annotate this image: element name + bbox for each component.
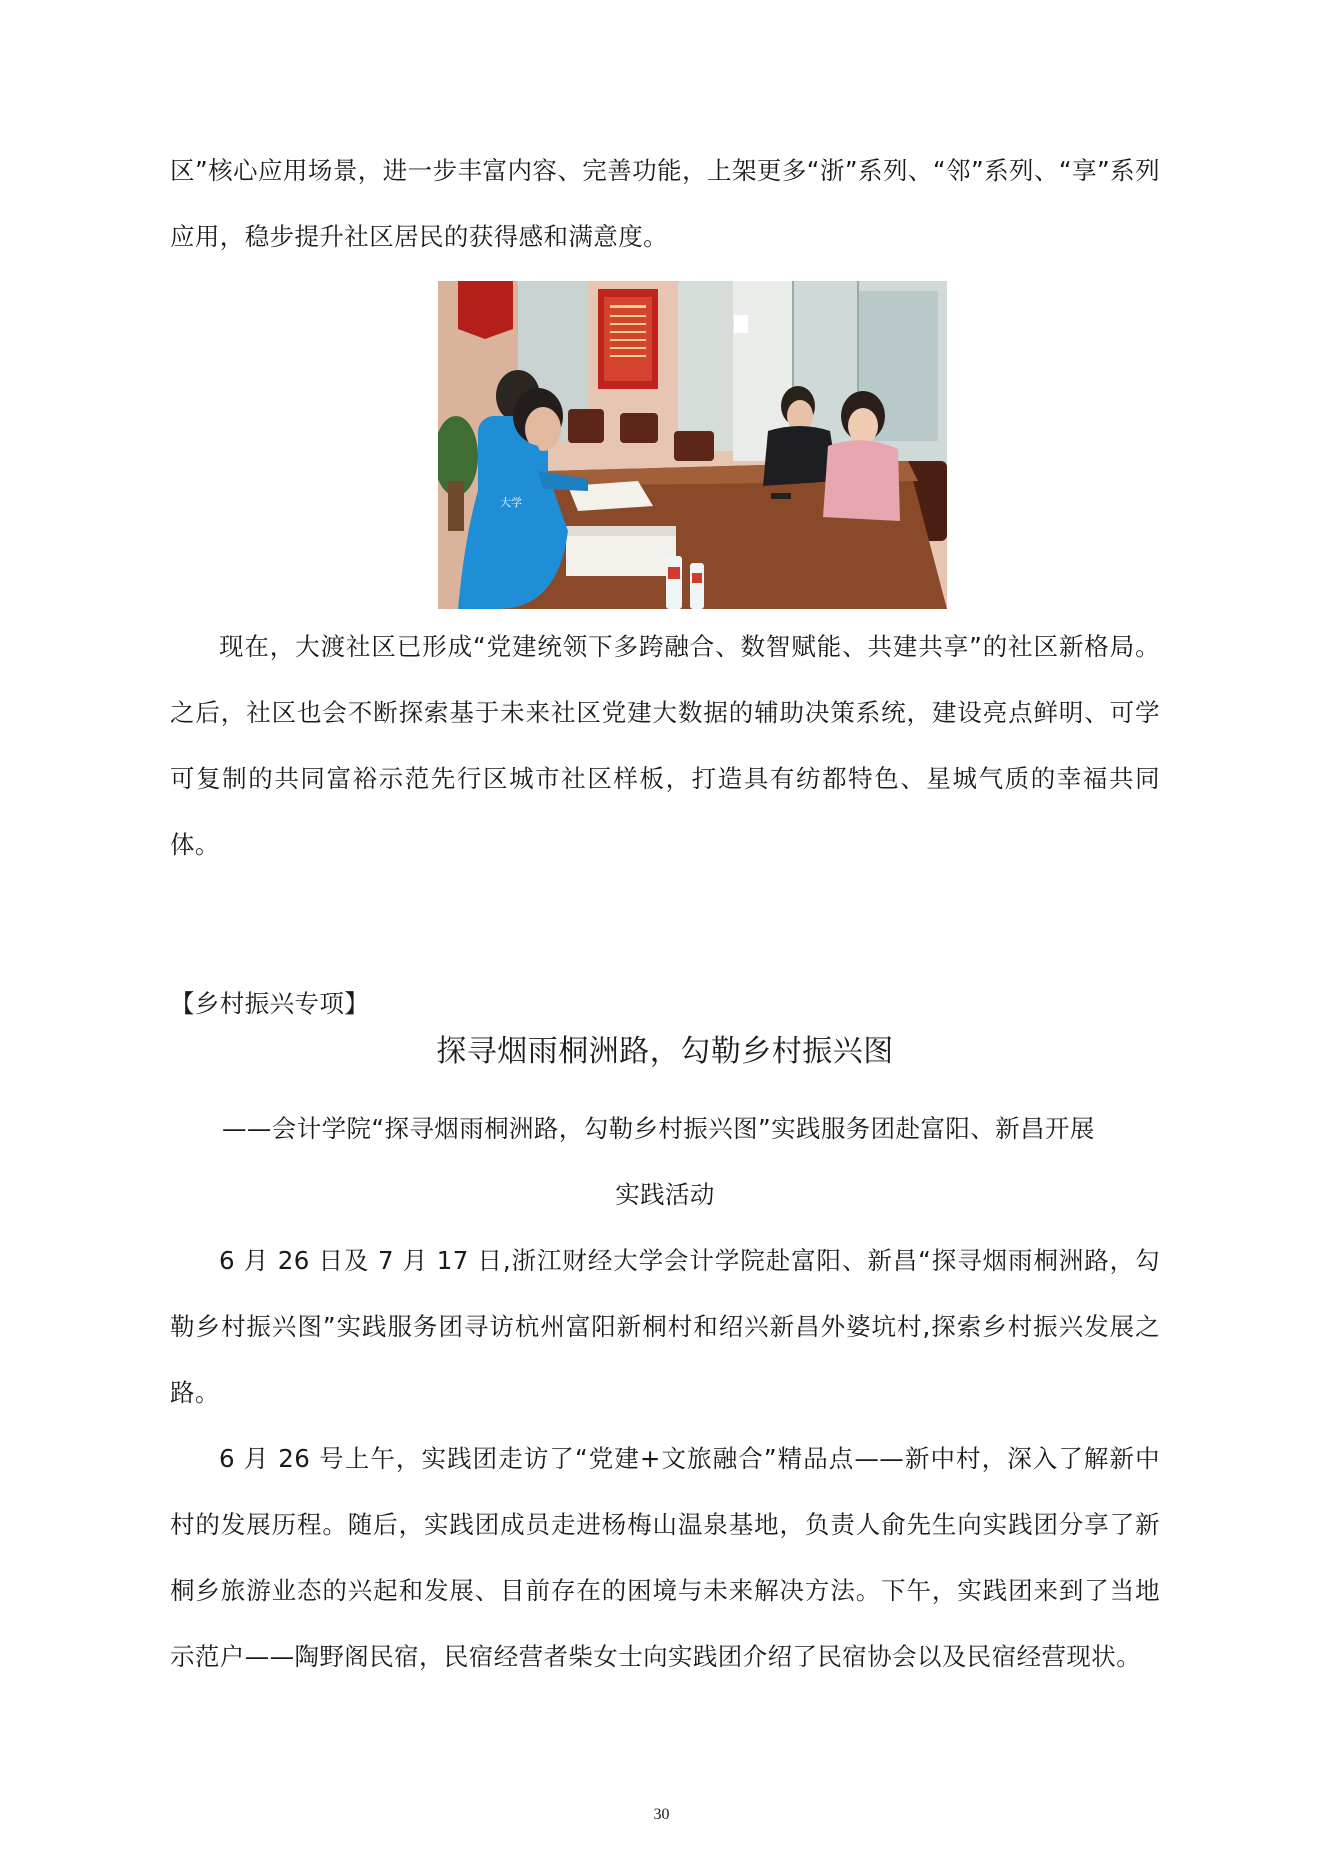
paragraph-visit: 6 月 26 号上午，实践团走访了“党建+文旅融合”精品点——新中村，深入了解新中村的发展历程。随后，实践团成员走进杨梅山温泉基地，负责人俞先生向实践团分享了新桐乡旅游业态的兴起和发展、目前存在的困境与未来解决方法。下午，实践团来到了当地示范户——陶野阁民宿，民宿经营者柴女士向实践团介绍了民宿协会以及民宿经营现状。 — [170, 1444, 1160, 1671]
article-subtitle — [170, 1096, 1160, 1228]
section-tag: 【乡村振兴专项】 — [170, 989, 370, 1018]
top-paragraph: 区”核心应用场景，进一步丰富内容、完善功能，上架更多“浙”系列、“邻”系列、“享”系列应用，稳步提升社区居民的获得感和满意度。 — [170, 156, 1160, 251]
subtitle-line-2: 实践活动 — [615, 1180, 715, 1209]
page-number: 30 — [653, 1806, 670, 1823]
meeting-photo — [438, 281, 947, 609]
subtitle-line-1: ——会计学院“探寻烟雨桐洲路，勾勒乡村振兴图”实践服务团赴富阳、新昌开展 — [222, 1114, 1095, 1143]
article-title: 探寻烟雨桐洲路，勾勒乡村振兴图 — [436, 1034, 894, 1069]
svg-text:大学: 大学 — [500, 496, 522, 509]
paragraph-community: 现在，大渡社区已形成“党建统领下多跨融合、数智赋能、共建共享”的社区新格局。之后，社区也会不断探索基于未来社区党建大数据的辅助决策系统，建设亮点鲜明、可学可复制的共同富裕示范先行区城市社区样板，打造具有纺都特色、星城气质的幸福共同体。 — [170, 632, 1160, 859]
paragraph-dates: 6 月 26 日及 7 月 17 日,浙江财经大学会计学院赴富阳、新昌“探寻烟雨桐洲路，勾勒乡村振兴图”实践服务团寻访杭州富阳新桐村和绍兴新昌外婆坑村,探索乡村振兴发展之路。 — [170, 1246, 1160, 1407]
photo-meeting-icon — [438, 281, 947, 609]
